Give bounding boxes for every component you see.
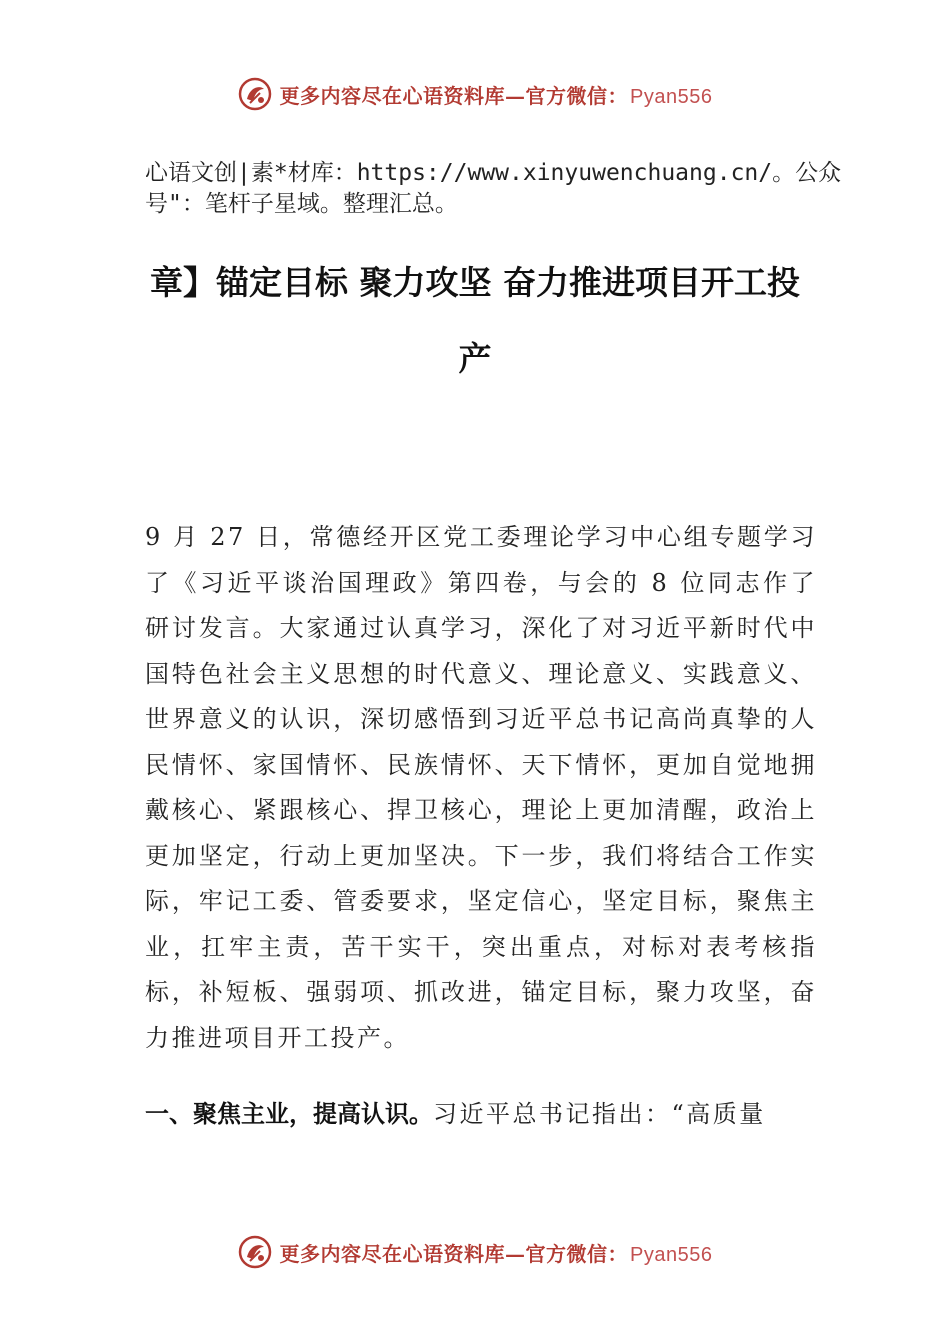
watermark-slogan: 更多内容尽在心语资料库—官方微信： <box>279 1241 629 1266</box>
section-paragraph <box>145 1092 825 1137</box>
watermark-text <box>280 80 713 109</box>
document-title: 章】锚定目标 聚力攻坚 奋力推进项目开工投产 <box>150 263 800 378</box>
header-watermark <box>0 74 950 114</box>
logo-icon <box>238 1235 272 1269</box>
section-heading: 一、聚焦主业，提高认识。 <box>145 1100 433 1128</box>
watermark-wechat-id: Pyan556 <box>630 1243 713 1266</box>
watermark-wechat-id: Pyan556 <box>630 85 713 108</box>
footer-watermark <box>0 1232 950 1272</box>
source-line: 心语文创|素*材库：https://www.xinyuwenchuang.cn/。公众号"：笔杆子星域。整理汇总。 <box>145 160 842 217</box>
watermark-text <box>280 1238 713 1267</box>
logo-icon <box>238 77 272 111</box>
watermark-slogan: 更多内容尽在心语资料库—官方微信： <box>279 83 629 108</box>
section-text: 习近平总书记指出：“高质量 <box>433 1100 766 1128</box>
body-paragraph: 9 月 27 日，常德经开区党工委理论学习中心组专题学习了《习近平谈治国理政》第四卷，与会的 8 位同志作了研讨发言。大家通过认真学习，深化了对习近平新时代中国特色社会主义思想的时代意义、理论意义、实践意义、世界意义的认识，深切感悟到习近平总书记高尚真挚的人民情怀、家国情怀、民族情怀、天下情怀，更加自觉地拥戴核心、紧跟核心、捍卫核心，理论上更加清醒，政治上更加坚定，行动上更加坚决。下一步，我们将结合工作实际，牢记工委、管委要求，坚定信心，坚定目标，聚焦主业，扛牢主责，苦干实干，突出重点，对标对表考核指标，补短板、强弱项、抓改进，锚定目标，聚力攻坚，奋力推进项目开工投产。 <box>145 523 817 1052</box>
